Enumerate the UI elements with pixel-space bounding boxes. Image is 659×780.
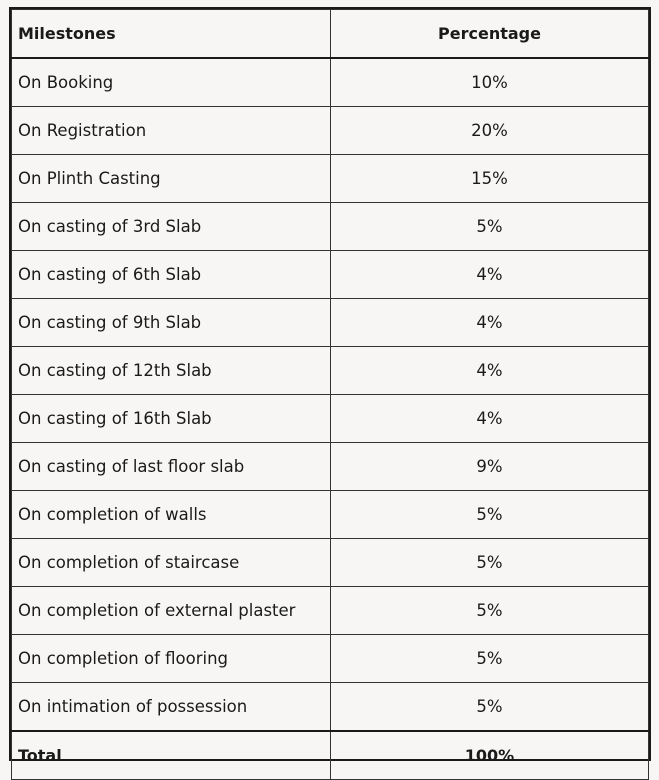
table-row [12,635,649,683]
percentage-cell: 4% [331,299,649,347]
table-row [12,443,649,491]
percentage-cell: 5% [331,203,649,251]
percentage-cell: 4% [331,347,649,395]
milestones-table [11,9,649,780]
milestone-cell: On completion of staircase [12,539,331,587]
milestone-cell: On Registration [12,107,331,155]
percentage-cell: 5% [331,635,649,683]
payment-milestones-table [9,7,651,765]
percentage-cell: 5% [331,491,649,539]
milestones-column-header: Milestones [12,10,331,59]
table-row [12,299,649,347]
percentage-cell: 20% [331,107,649,155]
table-row [12,347,649,395]
milestone-cell: On casting of 3rd Slab [12,203,331,251]
percentage-cell: 4% [331,251,649,299]
milestone-cell: On completion of walls [12,491,331,539]
milestone-cell: On casting of last floor slab [12,443,331,491]
total-label: Total [12,731,331,780]
total-row [12,731,649,780]
table-row [12,395,649,443]
table-row [12,155,649,203]
percentage-cell: 10% [331,58,649,107]
table-row [12,587,649,635]
milestone-cell: On Plinth Casting [12,155,331,203]
milestone-cell: On Booking [12,58,331,107]
table-row [12,58,649,107]
percentage-cell: 4% [331,395,649,443]
table-row [12,491,649,539]
percentage-column-header: Percentage [331,10,649,59]
milestone-cell: On casting of 12th Slab [12,347,331,395]
percentage-cell: 5% [331,587,649,635]
percentage-cell: 15% [331,155,649,203]
milestone-cell: On casting of 6th Slab [12,251,331,299]
percentage-cell: 5% [331,539,649,587]
table-row [12,203,649,251]
total-percentage: 100% [331,731,649,780]
table-row [12,251,649,299]
milestone-cell: On casting of 9th Slab [12,299,331,347]
milestone-cell: On completion of external plaster [12,587,331,635]
milestone-cell: On completion of flooring [12,635,331,683]
table-header-row [12,10,649,59]
table-row [12,107,649,155]
percentage-cell: 9% [331,443,649,491]
percentage-cell: 5% [331,683,649,732]
milestone-cell: On intimation of possession [12,683,331,732]
milestone-cell: On casting of 16th Slab [12,395,331,443]
table-row [12,539,649,587]
table-row [12,683,649,732]
